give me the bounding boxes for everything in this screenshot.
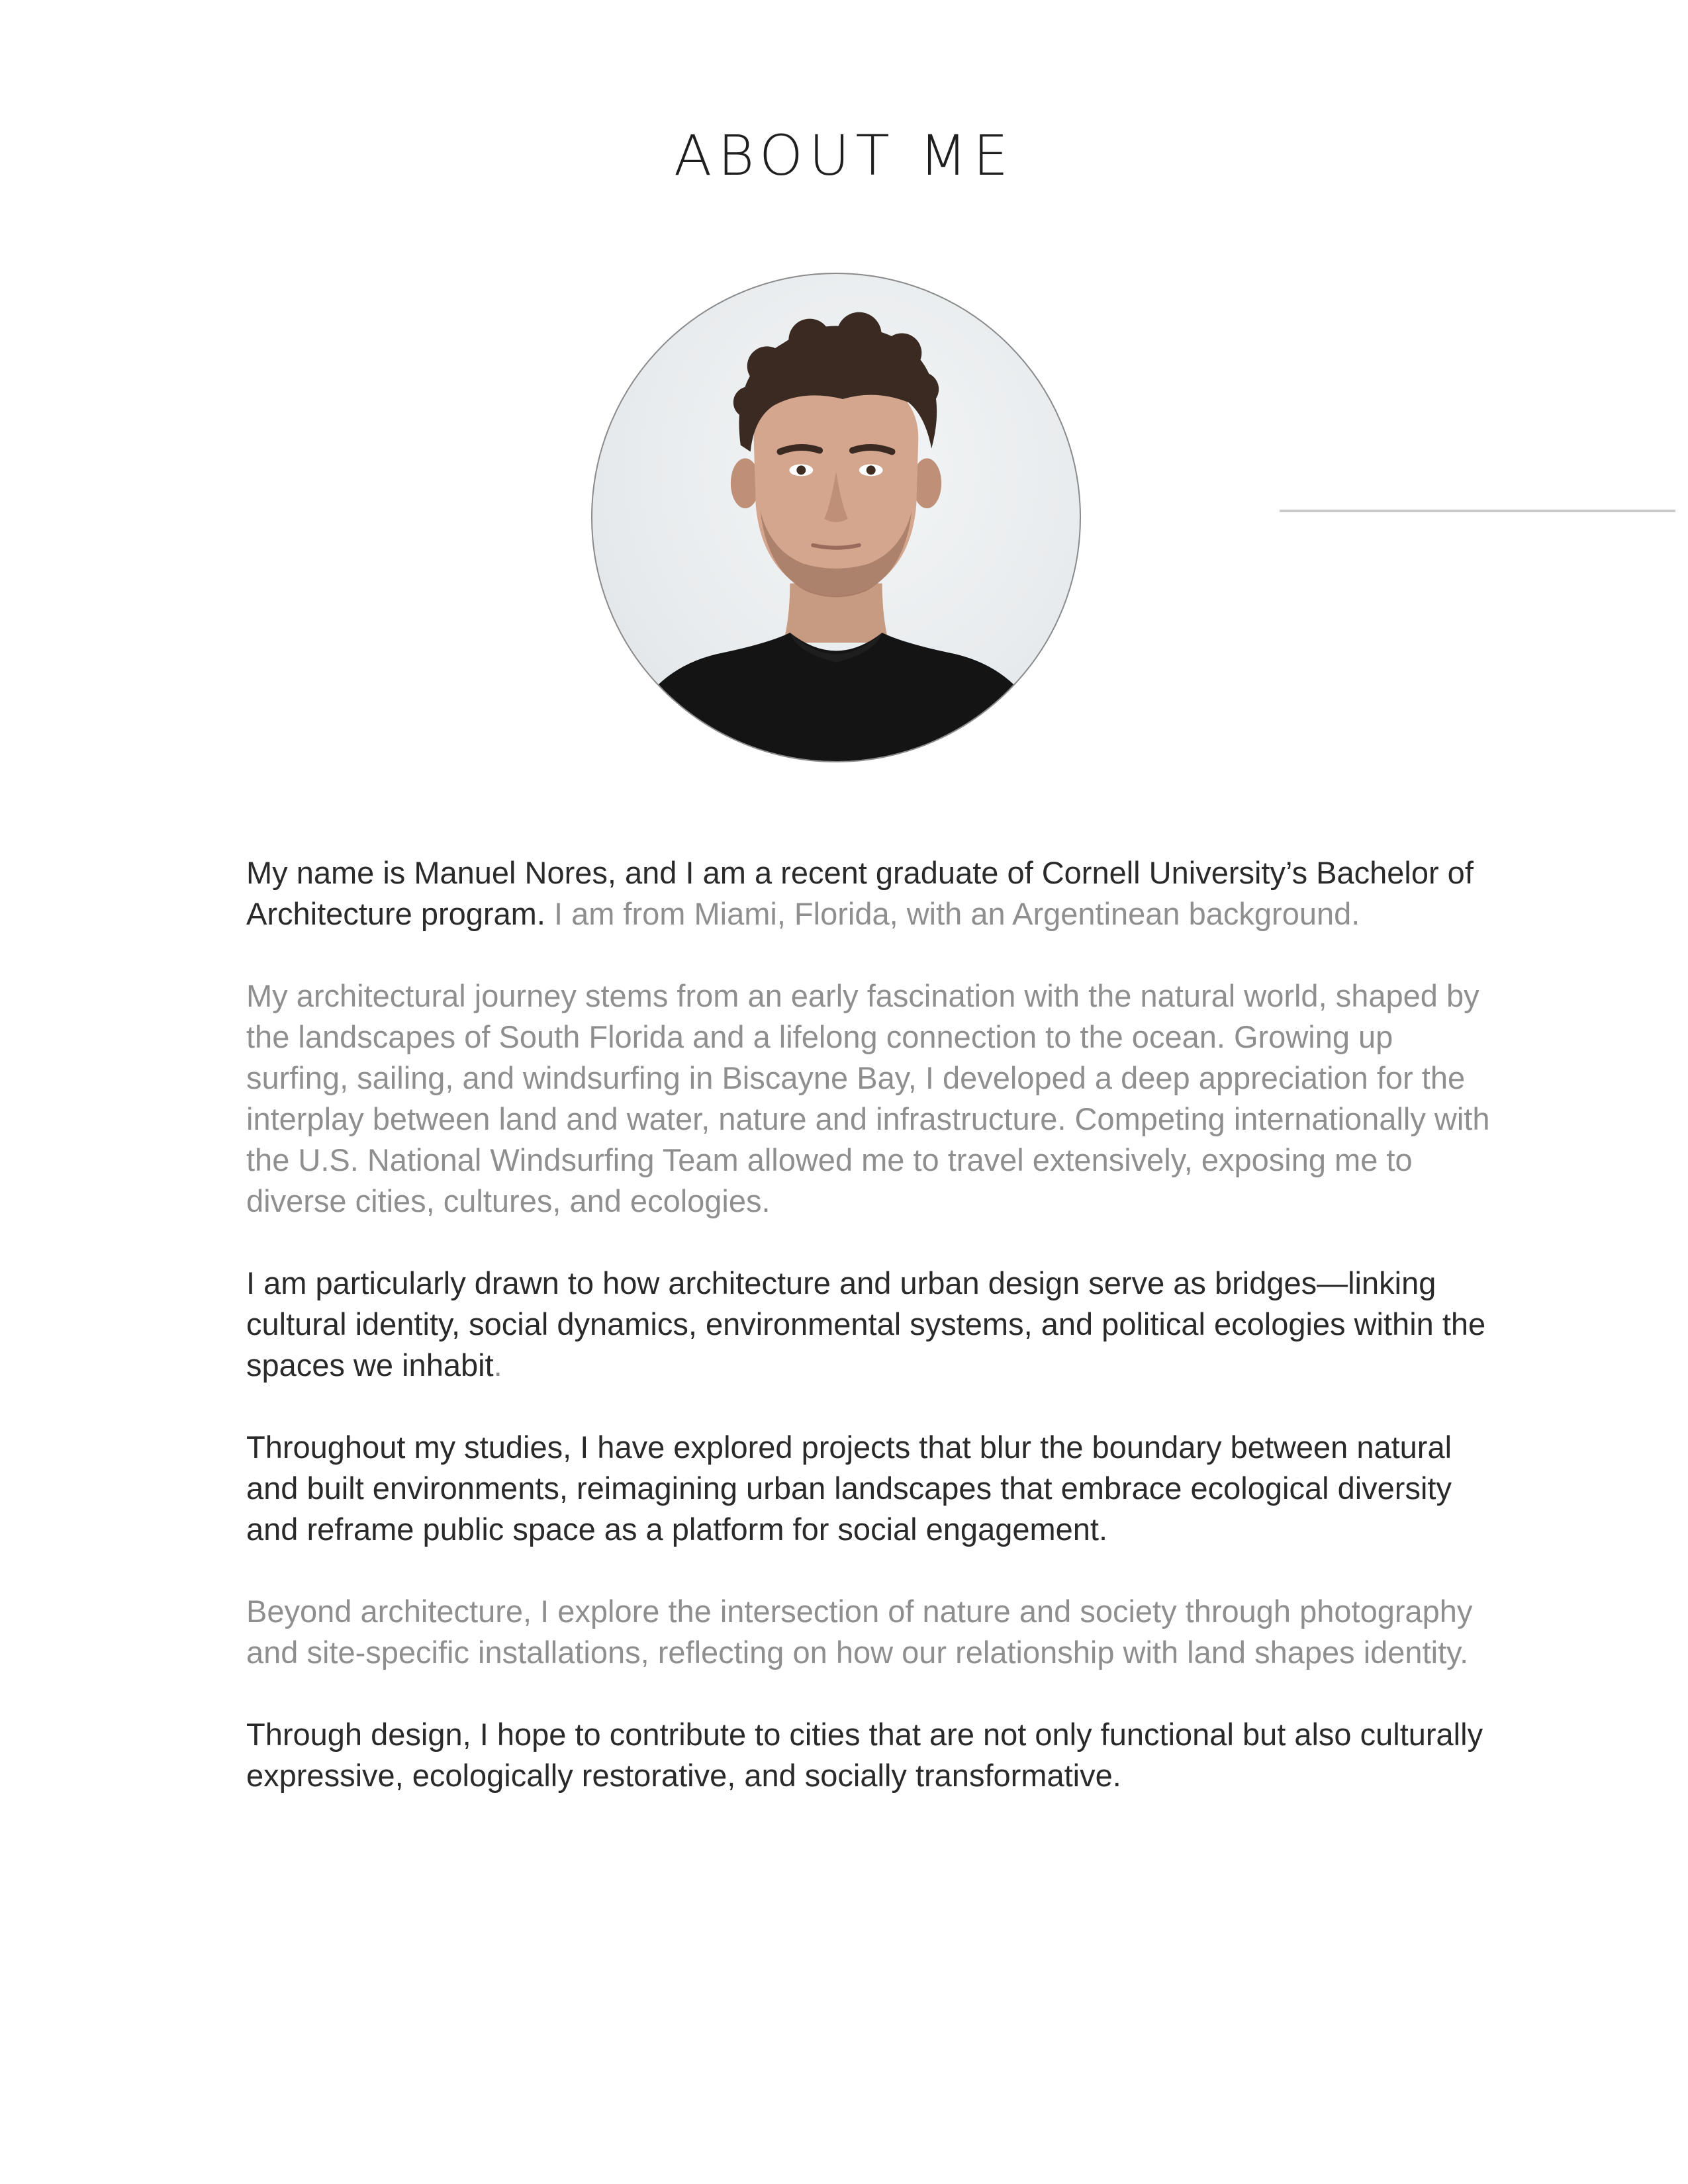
bio-interest-strong: I am particularly drawn to how architecture and urban design serve as bridges—linking cultural identity, social dynamics, environmental systems, and political ecologies within the spaces we inhabit <box>246 1265 1486 1383</box>
portrait-illustration <box>592 274 1080 761</box>
bio-text <box>246 852 1491 1837</box>
bio-paragraph-3 <box>246 1263 1491 1386</box>
bio-intro-light: I am from Miami, Florida, with an Argentinean background. <box>545 896 1360 931</box>
portrait-photo <box>591 273 1081 762</box>
bio-interest-period: . <box>493 1347 502 1383</box>
page-title: ABOUT ME <box>673 123 1015 188</box>
bio-paragraph-4: Throughout my studies, I have explored projects that blur the boundary between natural and built environments, reimagining urban landscapes that embrace ecological diversity and reframe public space as a platform for social engagement. <box>246 1430 1452 1547</box>
bio-paragraph-6: Through design, I hope to contribute to cities that are not only functional but also culturally expressive, ecologically restorative, and socially transformative. <box>246 1717 1483 1793</box>
bio-paragraph-5: Beyond architecture, I explore the intersection of nature and society through photography and site-specific installations, reflecting on how our relationship with land shapes identity. <box>246 1594 1473 1670</box>
bio-intro-strong: My name is Manuel Nores, and I am a recent graduate of Cornell University’s Bachelor of Architecture program. <box>246 855 1474 931</box>
bio-paragraph-2: My architectural journey stems from an early fascination with the natural world, shaped by the landscapes of South Florida and a lifelong connection to the ocean. Growing up surfing, sailing, and windsurfing in Biscayne Bay, I developed a deep appreciation for the interplay between land and water, nature and infrastructure. Competing internationally with the U.S. National Windsurfing Team allowed me to travel extensively, exposing me to diverse cities, cultures, and ecologies. <box>246 978 1490 1218</box>
bio-paragraph-1 <box>246 852 1491 934</box>
decorative-rule <box>1280 510 1675 512</box>
